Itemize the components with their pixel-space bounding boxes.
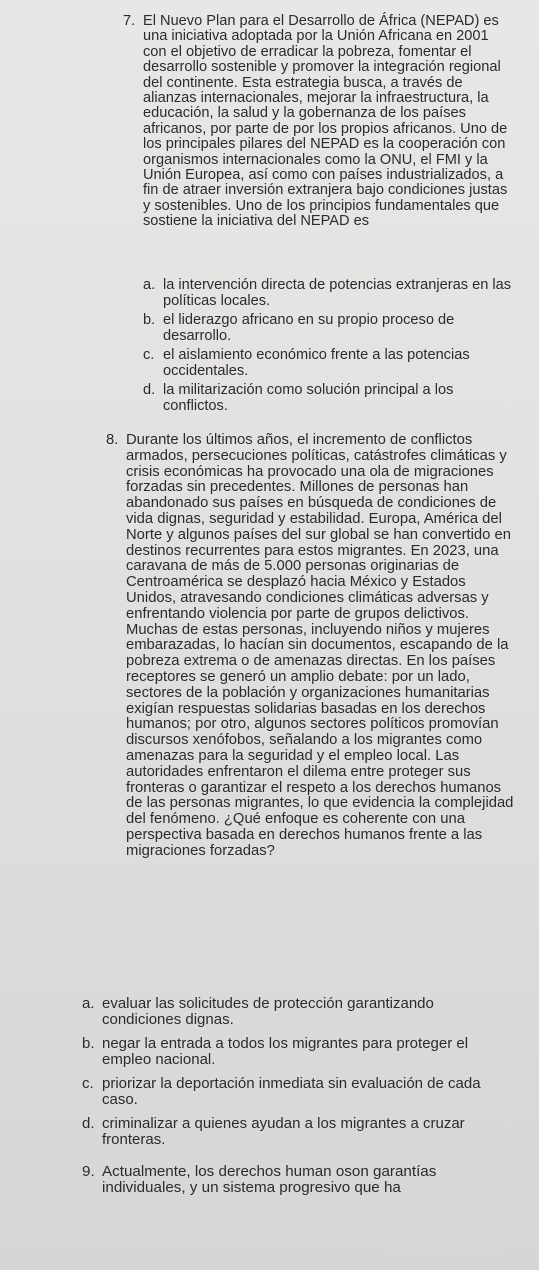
question-number: 9. <box>82 1163 95 1180</box>
option-7c[interactable] <box>143 347 483 379</box>
option-text: negar la entrada a todos los migrantes para proteger el empleo nacional. <box>102 1035 469 1068</box>
option-text: el liderazgo africano en su propio proceso de desarrollo. <box>163 312 455 344</box>
option-letter: c. <box>143 347 155 363</box>
option-text: evaluar las solicitudes de protección garantizando condiciones dignas. <box>102 995 434 1028</box>
option-8b[interactable] <box>82 1035 517 1068</box>
question-9 <box>82 1163 502 1197</box>
question-7 <box>123 13 515 230</box>
question-stem: Actualmente, los derechos human oson garantías individuales, y un sistema progresivo que ha <box>102 1163 437 1197</box>
option-letter: b. <box>143 312 156 328</box>
option-letter: a. <box>82 995 95 1012</box>
option-7a[interactable] <box>143 277 515 309</box>
question-stem: El Nuevo Plan para el Desarrollo de África (NEPAD) es una iniciativa adoptada por la Unión Africana en 2001 con el objetivo de erradicar la pobreza, fomentar el desarrollo sostenible y promover la integración regional del continente. Esta estrategia busca, a través de alianzas internacionales, mejorar la infraestructura, la educación, la salud y la gobernanza de los países africanos, por parte de por los propios africanos. Uno de los principales pilares del NEPAD es la cooperación con organismos internacionales como la ONU, el FMI y la Unión Europea, así como con países industrializados, a fin de atraer inversión extranjera bajo condiciones justas y sostenibles. Uno de los principios fundamentales que sostiene la iniciativa del NEPAD es <box>143 13 508 230</box>
question-8 <box>106 432 516 860</box>
option-8d[interactable] <box>82 1115 492 1148</box>
option-text: priorizar la deportación inmediata sin evaluación de cada caso. <box>102 1075 481 1108</box>
option-8a[interactable] <box>82 995 502 1028</box>
option-letter: b. <box>82 1035 95 1052</box>
question-number: 7. <box>123 13 136 29</box>
option-7d[interactable] <box>143 382 483 414</box>
option-8c[interactable] <box>82 1075 512 1108</box>
option-text: criminalizar a quienes ayudan a los migrantes a cruzar fronteras. <box>102 1115 465 1148</box>
option-text: la militarización como solución principal a los conflictos. <box>163 382 454 414</box>
option-letter: d. <box>143 382 156 398</box>
question-number: 8. <box>106 432 119 448</box>
option-letter: c. <box>82 1075 94 1092</box>
question-stem: Durante los últimos años, el incremento de conflictos armados, persecuciones políticas, catástrofes climáticas y crisis económicas ha provocado una ola de migraciones forzadas sin precedentes. Millones de personas han abandonado sus países en búsqueda de condiciones de vida dignas, seguridad y estabilidad. Europa, América del Norte y algunos países del sur global se han convertido en destinos recurrentes para estos migrantes. En 2023, una caravana de más de 5.000 personas originarias de Centroamérica se desplazó hacia México y Estados Unidos, atravesando condiciones climáticas adversas y enfrentando violencia por parte de grupos delictivos. Muchas de estas personas, incluyendo niños y mujeres embarazadas, lo hacían sin documentos, escapando de la pobreza extrema o de amenazas directas. En los países receptores se generó un amplio debate: por un lado, sectores de la población y organizaciones humanitarias exigían respuestas solidarias basadas en los derechos humanos; por otro, algunos sectores políticos promovían discursos xenófobos, señalando a los migrantes como amenazas para la seguridad y el empleo local. Las autoridades enfrentaron el dilema entre proteger sus fronteras o garantizar el respeto a los derechos humanos de las personas migrantes, lo que evidencia la complejidad del fenómeno. ¿Qué enfoque es coherente con una perspectiva basada en derechos humanos frente a las migraciones forzadas? <box>126 432 514 859</box>
option-letter: a. <box>143 277 156 293</box>
option-text: la intervención directa de potencias extranjeras en las políticas locales. <box>163 277 512 309</box>
option-text: el aislamiento económico frente a las potencias occidentales. <box>163 347 470 379</box>
option-letter: d. <box>82 1115 95 1132</box>
option-7b[interactable] <box>143 312 463 344</box>
